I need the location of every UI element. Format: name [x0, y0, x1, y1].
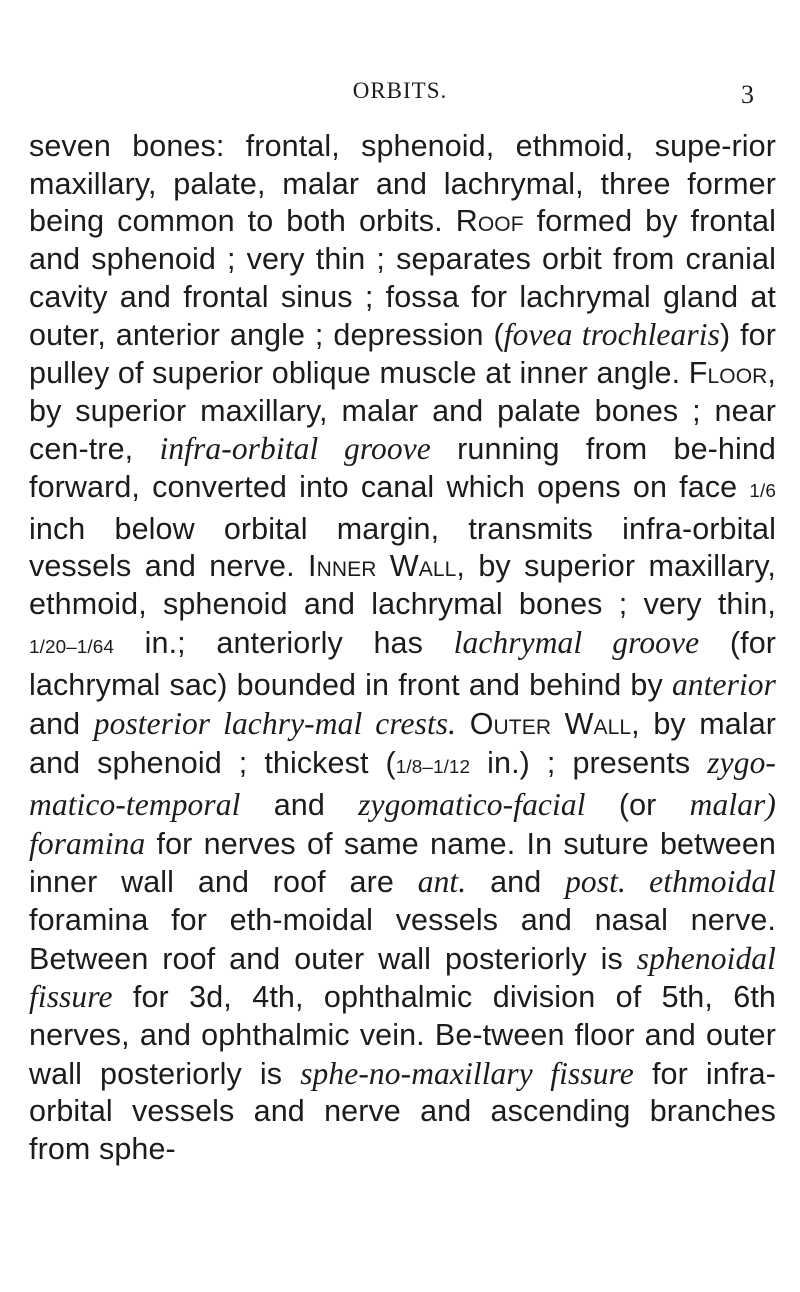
term-spheno-maxillary-fissure: sphe-no-maxillary fissure [300, 1055, 634, 1091]
term-lachrymal-groove: lachrymal groove [453, 624, 700, 660]
term-ant: ant. [417, 864, 467, 900]
text-run: by superior maxillary, malar and palate bones ; near cen-tre, [29, 393, 776, 467]
body-paragraph [29, 128, 776, 1169]
text-run: for nerves of same name. In suture between inner wall and roof are [29, 826, 776, 900]
term-foramina: foramina [29, 825, 146, 861]
section-label-floor: Floor, [688, 355, 776, 390]
term-fovea-trochlearis: fovea trochlearis [503, 317, 720, 353]
term-infra-orbital-groove: infra-orbital groove [159, 431, 431, 467]
text-run: foramina for eth-moidal vessels and nasal nerve. Between roof and outer wall posteriorly is [29, 903, 776, 976]
term-anterior: anterior [671, 667, 777, 703]
running-head: ORBITS. [352, 78, 448, 103]
text-run: running from be-hind forward, converted into canal which opens on face [29, 432, 776, 504]
text-run: in.; anteriorly has [144, 625, 423, 660]
text-run: by superior maxillary, ethmoid, sphenoid and lachrymal bones ; very thin, [29, 549, 776, 621]
text-run: and [490, 865, 542, 900]
term-sphenoidal-fissure: sphenoidal fissure [29, 940, 776, 1015]
fraction-one-sixth: 1/6 [749, 480, 776, 502]
text-run: (for lachrymal sac) bounded in front and behind by [29, 625, 777, 703]
term-malar: malar) [689, 787, 777, 823]
page-number: 3 [741, 80, 754, 109]
text-run: seven bones: frontal, sphenoid, ethmoid, supe-rior maxillary, palate, malar and lachrymal, three former being common to both orbits. [29, 129, 776, 239]
fraction-thickness-outer: 1/8–1/12 [395, 756, 471, 778]
fraction-thickness-inner: 1/20–1/64 [29, 636, 115, 658]
text-run: formed by frontal and sphenoid ; very thin ; separates orbit from cranial cavity and frontal sinus ; fossa for lachrymal gland at outer, anterior angle ; depression ( [29, 204, 776, 353]
section-label-inner-wall: Inner Wall, [308, 549, 465, 584]
text-run: ) for pulley of superior oblique muscle at inner angle. [29, 318, 776, 390]
term-posterior-lachrymal-crests: posterior lachry-mal crests. [93, 705, 457, 741]
text-run: for 3d, 4th, ophthalmic division of 5th, 6th nerves, and ophthalmic vein. Be-tween floor and outer wall posteriorly is [29, 980, 776, 1091]
text-run: for infra-orbital vessels and nerve and ascending branches from sphe- [29, 1056, 776, 1167]
section-label-roof: Roof [455, 204, 524, 239]
text-run: inch below orbital margin, transmits infra-orbital vessels and nerve. [29, 511, 776, 584]
text-run: and [273, 788, 325, 823]
text-run: and [29, 706, 81, 741]
section-label-outer-wall: Outer Wall, [469, 706, 640, 741]
term-zygomatico-temporal: zygo-matico-temporal [29, 744, 777, 823]
term-post-ethmoidal: post. ethmoidal [565, 864, 777, 900]
text-run: by malar and sphenoid ; thickest ( [29, 706, 777, 780]
text-run: (or [618, 788, 657, 823]
term-zygomatico-facial: zygomatico-facial [358, 787, 586, 823]
text-run: in.) ; presents [487, 745, 691, 780]
